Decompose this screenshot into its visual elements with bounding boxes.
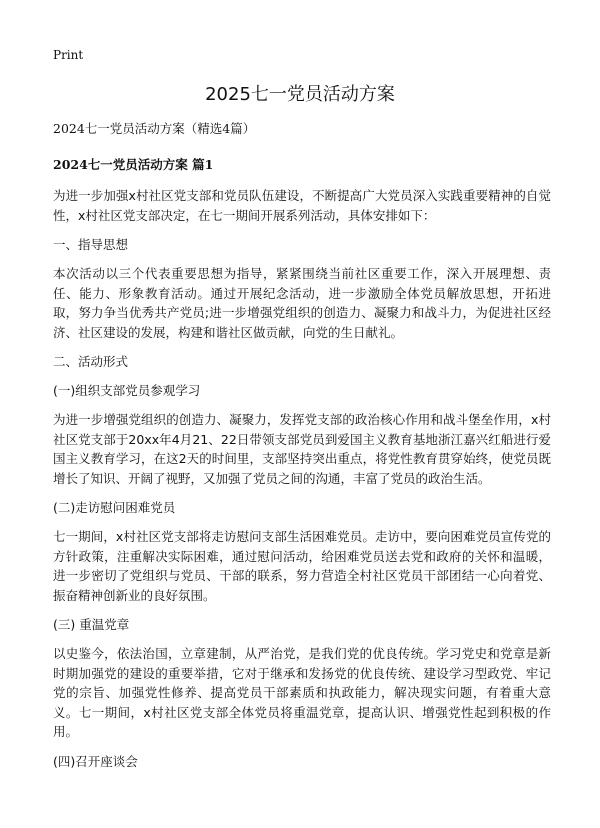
document-body — [53, 120, 551, 781]
paragraph: 七一期间，x村社区党支部将走访慰问支部生活困难党员。走访中，要向困难党员宣传党的方针政策，注重解决实际困难，通过慰问活动，给困难党员送去党和政府的关怀和温暖，进一步密切了党组织与党员、干部的联系，努力营造全村社区党员干部团结一心向着党、振奋精神创新业的良好氛围。 — [53, 529, 551, 603]
heading-study-visit: (一)组织支部党员参观学习 — [53, 383, 201, 398]
heading-visit-members: (二)走访慰问困难党员 — [53, 500, 176, 515]
heading-review-charter: (三) 重温党章 — [53, 617, 130, 632]
paragraph: 为进一步增强党组织的创造力、凝聚力，发挥党支部的政治核心作用和战斗堡垒作用，x村社区党支部于20xx年4月21、22日带领支部党员到爱国主义教育基地浙江嘉兴红船进行爱国主义教育学习，在这2天的时间里，支部坚持突出重点，将党性教育贯穿始终，使党员既增长了知识、开阔了视野，又加强了党员之间的沟通，丰富了党员的政治生活。 — [53, 412, 551, 486]
paragraph: 以史鉴今，依法治国，立章建制，从严治党，是我们党的优良传统。学习党史和党章是新时期加强党的建设的重要举措，它对于继承和发扬党的优良传统、建设学习型政党、牢记党的宗旨、加强党性修养、提高党员干部素质和执政能力，解决现实问题，有着重大意义。七一期间，x村社区党支部全体党员将重温党章，提高认识、增强党性起到积极的作用。 — [53, 646, 551, 739]
print-label: Print — [53, 48, 84, 62]
heading-activity-forms: 二、活动形式 — [53, 354, 129, 369]
section-heading: 2024七一党员活动方案 篇1 — [53, 157, 214, 172]
heading-symposium: (四)召开座谈会 — [53, 753, 138, 769]
document-subtitle: 2024七一党员活动方案（精选4篇） — [53, 121, 256, 136]
document-title: 2025七一党员活动方案 — [205, 84, 395, 105]
paragraph: 为进一步加强x村社区党支部和党员队伍建设，不断提高广大党员深入实践重要精神的自觉性，x村社区党支部决定，在七一期间开展系列活动，具体安排如下： — [53, 188, 551, 223]
heading-guiding-ideology: 一、指导思想 — [53, 237, 129, 252]
paragraph: 本次活动以三个代表重要思想为指导，紧紧围绕当前社区重要工作，深入开展理想、责任、能力、形象教育活动。通过开展纪念活动，进一步激励全体党员解放思想，开拓进取，努力争当优秀共产党员;进一步增强党组织的创造力、凝聚力和战斗力，为促进社区经济、社区建设的发展，构建和谐社区做贡献，向党的生日献礼。 — [53, 266, 551, 340]
